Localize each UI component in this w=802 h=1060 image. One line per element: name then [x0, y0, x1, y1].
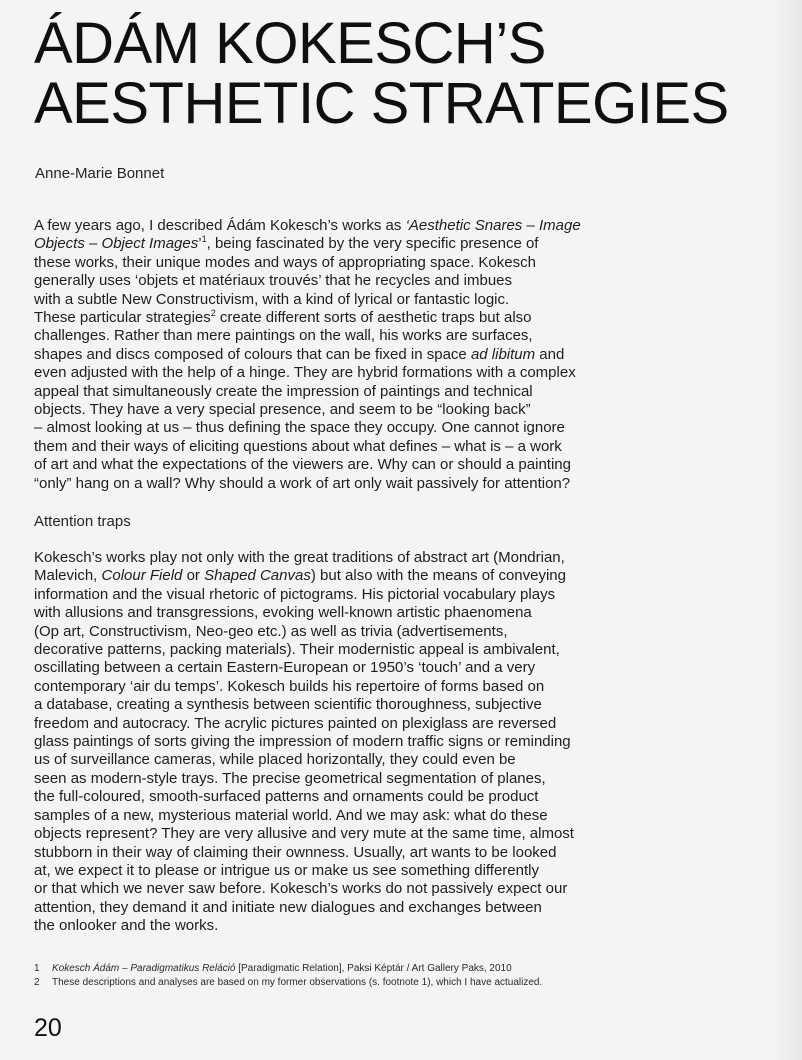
- italic-text: Colour Field: [101, 567, 183, 585]
- text-run: – almost looking at us – thus defining the space they occupy. One cannot ignore: [34, 419, 565, 437]
- text-line: [34, 272, 604, 290]
- footnote-marker: 1: [201, 234, 207, 245]
- text-run: Malevich,: [34, 567, 102, 585]
- text-line: [34, 383, 604, 401]
- text-run: samples of a new, mysterious material world. And we may ask: what do these: [34, 806, 548, 824]
- author-name: Anne-Marie Bonnet: [35, 165, 165, 182]
- text-line: [34, 641, 604, 659]
- text-run: generally uses ‘objets et matériaux trouvés’ that he recycles and imbues: [34, 272, 513, 290]
- text-line: [34, 917, 604, 935]
- text-run: shapes and discs composed of colours that can be fixed in space: [34, 345, 471, 363]
- text-run: ’: [198, 235, 202, 253]
- text-run: a database, creating a synthesis between scientific thoroughness, subjective: [34, 696, 542, 714]
- text-run: contemporary ‘air du temps’. Kokesch builds his repertoire of forms based on: [34, 677, 545, 695]
- italic-text: ‘Aesthetic Snares – Image: [405, 217, 581, 234]
- text-run: with a subtle New Constructivism, with a kind of lyrical or fantastic logic.: [34, 290, 510, 308]
- page-title: [34, 11, 794, 136]
- text-run: and: [535, 345, 565, 363]
- italic-text: Objects – Object Images: [34, 235, 199, 253]
- intro-paragraph: [34, 217, 604, 493]
- title-line-1: ÁDÁM KOKESCH’S: [34, 11, 546, 76]
- text-line: [34, 586, 604, 604]
- text-line: [34, 235, 604, 253]
- text-line: [34, 364, 604, 382]
- text-run: create different sorts of aesthetic traps but also: [215, 309, 532, 327]
- text-line: [34, 217, 604, 235]
- text-line: [34, 678, 604, 696]
- text-line: [34, 438, 604, 456]
- text-run: oscillating between a certain Eastern-European or 1950’s ‘touch’ and a very: [34, 659, 536, 677]
- text-line: [34, 401, 604, 419]
- text-run: attention, they demand it and initiate new dialogues and exchanges between: [34, 898, 542, 916]
- text-line: [34, 346, 604, 364]
- italic-text: ad libitum: [470, 345, 536, 363]
- text-line: [34, 715, 604, 733]
- text-run: even adjusted with the help of a hinge. They are hybrid formations with a complex: [34, 364, 576, 382]
- text-run: of art and what the expectations of the viewers are. Why can or should a painting: [34, 456, 571, 474]
- text-run: “only” hang on a wall? Why should a work of art only wait passively for attention?: [34, 474, 571, 492]
- page-number: 20: [34, 1014, 62, 1042]
- text-run: or that which we never saw before. Kokesch’s works do not passively expect our: [34, 880, 568, 898]
- section-heading: Attention traps: [34, 513, 131, 530]
- text-run: them and their ways of eliciting questions about what defines – what is – a work: [34, 437, 562, 455]
- text-run: decorative patterns, packing materials). Their modernistic appeal is ambivalent,: [34, 641, 560, 659]
- italic-text: Kokesch Ádám – Paradigmatikus Reláció: [52, 963, 236, 974]
- text-line: [34, 751, 604, 769]
- text-line: [34, 659, 604, 677]
- text-run: at, we expect it to please or intrigue us or make us see something differently: [34, 861, 539, 879]
- text-run: challenges. Rather than mere paintings on the wall, his works are surfaces,: [34, 327, 533, 345]
- text-run: objects represent? They are very allusive and very mute at the same time, almost: [34, 825, 574, 843]
- text-line: [34, 254, 604, 272]
- text-run: objects. They have a very special presence, and seem to be “looking back”: [34, 401, 531, 419]
- text-line: [34, 327, 604, 345]
- text-run: , being fascinated by the very specific presence of: [206, 235, 539, 253]
- text-line: [34, 899, 604, 917]
- text-line: [34, 419, 604, 437]
- text-line: [34, 862, 604, 880]
- text-run: seen as modern-style trays. The precise geometrical segmentation of planes,: [34, 769, 546, 787]
- text-run: information and the visual rhetoric of pictograms. His pictorial vocabulary plays: [34, 585, 556, 603]
- footnotes: [34, 962, 774, 989]
- text-run: ) but also with the means of conveying: [310, 567, 566, 585]
- text-run: freedom and autocracy. The acrylic pictures painted on plexiglass are reversed: [34, 714, 557, 732]
- footnote: [34, 962, 774, 976]
- text-run: A few years ago, I described Ádám Kokesch’s works as: [34, 217, 406, 234]
- footnote-number: 2: [34, 976, 40, 988]
- text-line: [34, 623, 604, 641]
- text-line: [34, 604, 604, 622]
- footnote-number: 1: [34, 963, 40, 974]
- text-line: [34, 770, 604, 788]
- section-paragraph: [34, 549, 604, 936]
- text-line: [34, 825, 604, 843]
- text-line: [34, 733, 604, 751]
- text-run: the onlooker and the works.: [34, 917, 219, 935]
- text-run: or: [182, 567, 205, 585]
- text-run: with allusions and transgressions, evoking well-known artistic phaenomena: [34, 604, 532, 622]
- text-line: [34, 475, 604, 493]
- text-line: [34, 567, 604, 585]
- text-run: (Op art, Constructivism, Neo-geo etc.) as well as trivia (advertisements,: [34, 622, 508, 640]
- text-run: These particular strategies: [34, 309, 211, 327]
- text-line: [34, 456, 604, 474]
- text-line: [34, 696, 604, 714]
- text-line: [34, 844, 604, 862]
- page-edge-shadow: [772, 0, 802, 1060]
- text-run: the full-coloured, smooth-surfaced patterns and ornaments could be product: [34, 788, 539, 806]
- text-run: appeal that simultaneously create the impression of paintings and technical: [34, 382, 533, 400]
- text-run: glass paintings of sorts giving the impression of modern traffic signs or reminding: [34, 733, 571, 751]
- text-run: these works, their unique modes and ways of appropriating space. Kokesch: [34, 253, 536, 271]
- text-run: stubborn in their way of claiming their ownness. Usually, art wants to be looked: [34, 843, 557, 861]
- text-line: [34, 309, 604, 327]
- text-run: Kokesch’s works play not only with the great traditions of abstract art (Mondrian,: [34, 549, 565, 566]
- title-line-2: AESTHETIC STRATEGIES: [34, 71, 729, 136]
- text-line: [34, 880, 604, 898]
- text-run: These descriptions and analyses are based on my former observations (s. footnote 1), which I have actualized.: [52, 976, 543, 988]
- text-line: [34, 549, 604, 567]
- text-line: [34, 291, 604, 309]
- footnote-marker: 2: [210, 308, 216, 319]
- text-line: [34, 788, 604, 806]
- text-run: us of surveillance cameras, while placed horizontally, they could even be: [34, 751, 516, 769]
- italic-text: Shaped Canvas: [204, 567, 311, 585]
- text-run: [Paradigmatic Relation], Paksi Képtár / Art Gallery Paks, 2010: [235, 963, 512, 974]
- text-line: [34, 807, 604, 825]
- footnote: [34, 976, 774, 990]
